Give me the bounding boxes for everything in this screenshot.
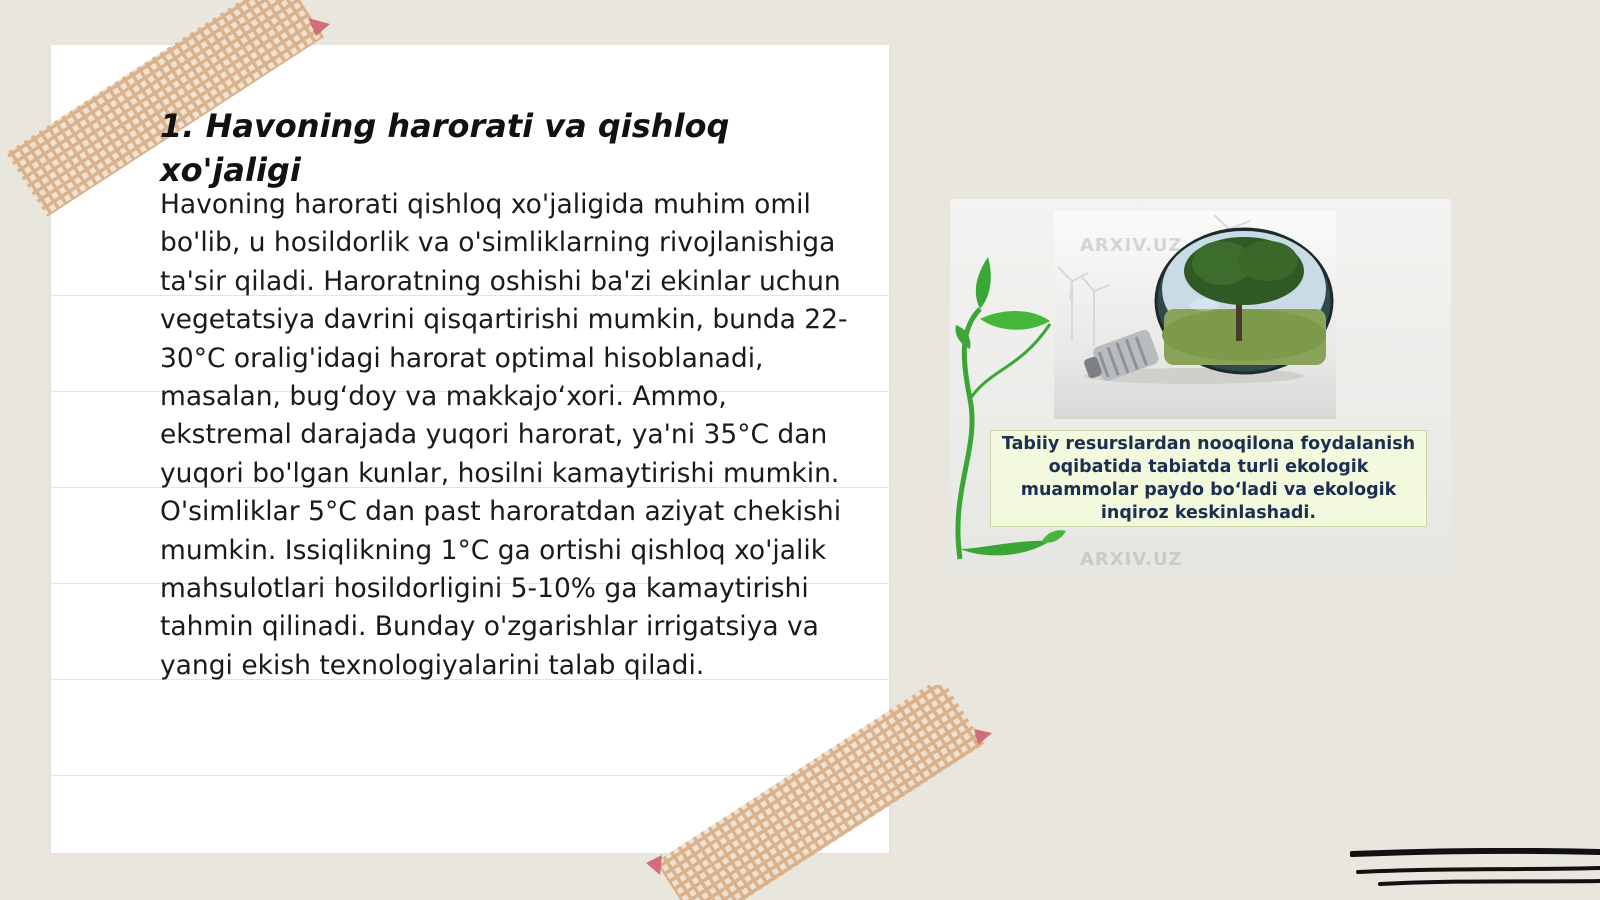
watermark-top: ARXIV.UZ bbox=[1080, 235, 1183, 256]
slide-heading: 1. Havoning harorati va qishloq xo'jaligi bbox=[160, 107, 730, 189]
marker-strokes-icon bbox=[1350, 848, 1600, 898]
watermark-bottom: ARXIV.UZ bbox=[1080, 549, 1183, 570]
illustration-image bbox=[950, 199, 1451, 574]
image-caption: Tabiiy resurslardan nooqilona foydalanish oqibatida tabiatda turli ekologik muammolar paydo bo‘ladi va ekologik inqiroz keskinlashadi. bbox=[1001, 433, 1416, 523]
image-caption-box bbox=[990, 430, 1427, 527]
slide-paragraph: Havoning harorati qishloq xo'jaligida muhim omil bo'lib, u hosildorlik va o'simliklarning rivojlanishiga ta'sir qiladi. Haroratning oshishi ba'zi ekinlar uchun vegetatsiya davrini qisqartirishi mumkin, bunda 22-30°C oralig'idagi harorat optimal hisoblanadi, masalan, bug‘doy va makkajo‘xori. Ammo, ekstremal darajada yuqori harorat, ya'ni 35°C dan yuqori bo'lgan kunlar, hosilni kamaytirishi mumkin. O'simliklar 5°C dan past haroratdan aziyat chekishi mumkin. Issiqlikning 1°C ga ortishi qishloq xo'jalik mahsulotlari hosildorligini 5-10% ga kamaytirishi tahmin qilinadi. Bunday o'zgarishlar irrigatsiya va yangi ekish texnologiyalarini talab qiladi. bbox=[160, 189, 848, 681]
washi-tape-icon bbox=[640, 685, 1000, 900]
